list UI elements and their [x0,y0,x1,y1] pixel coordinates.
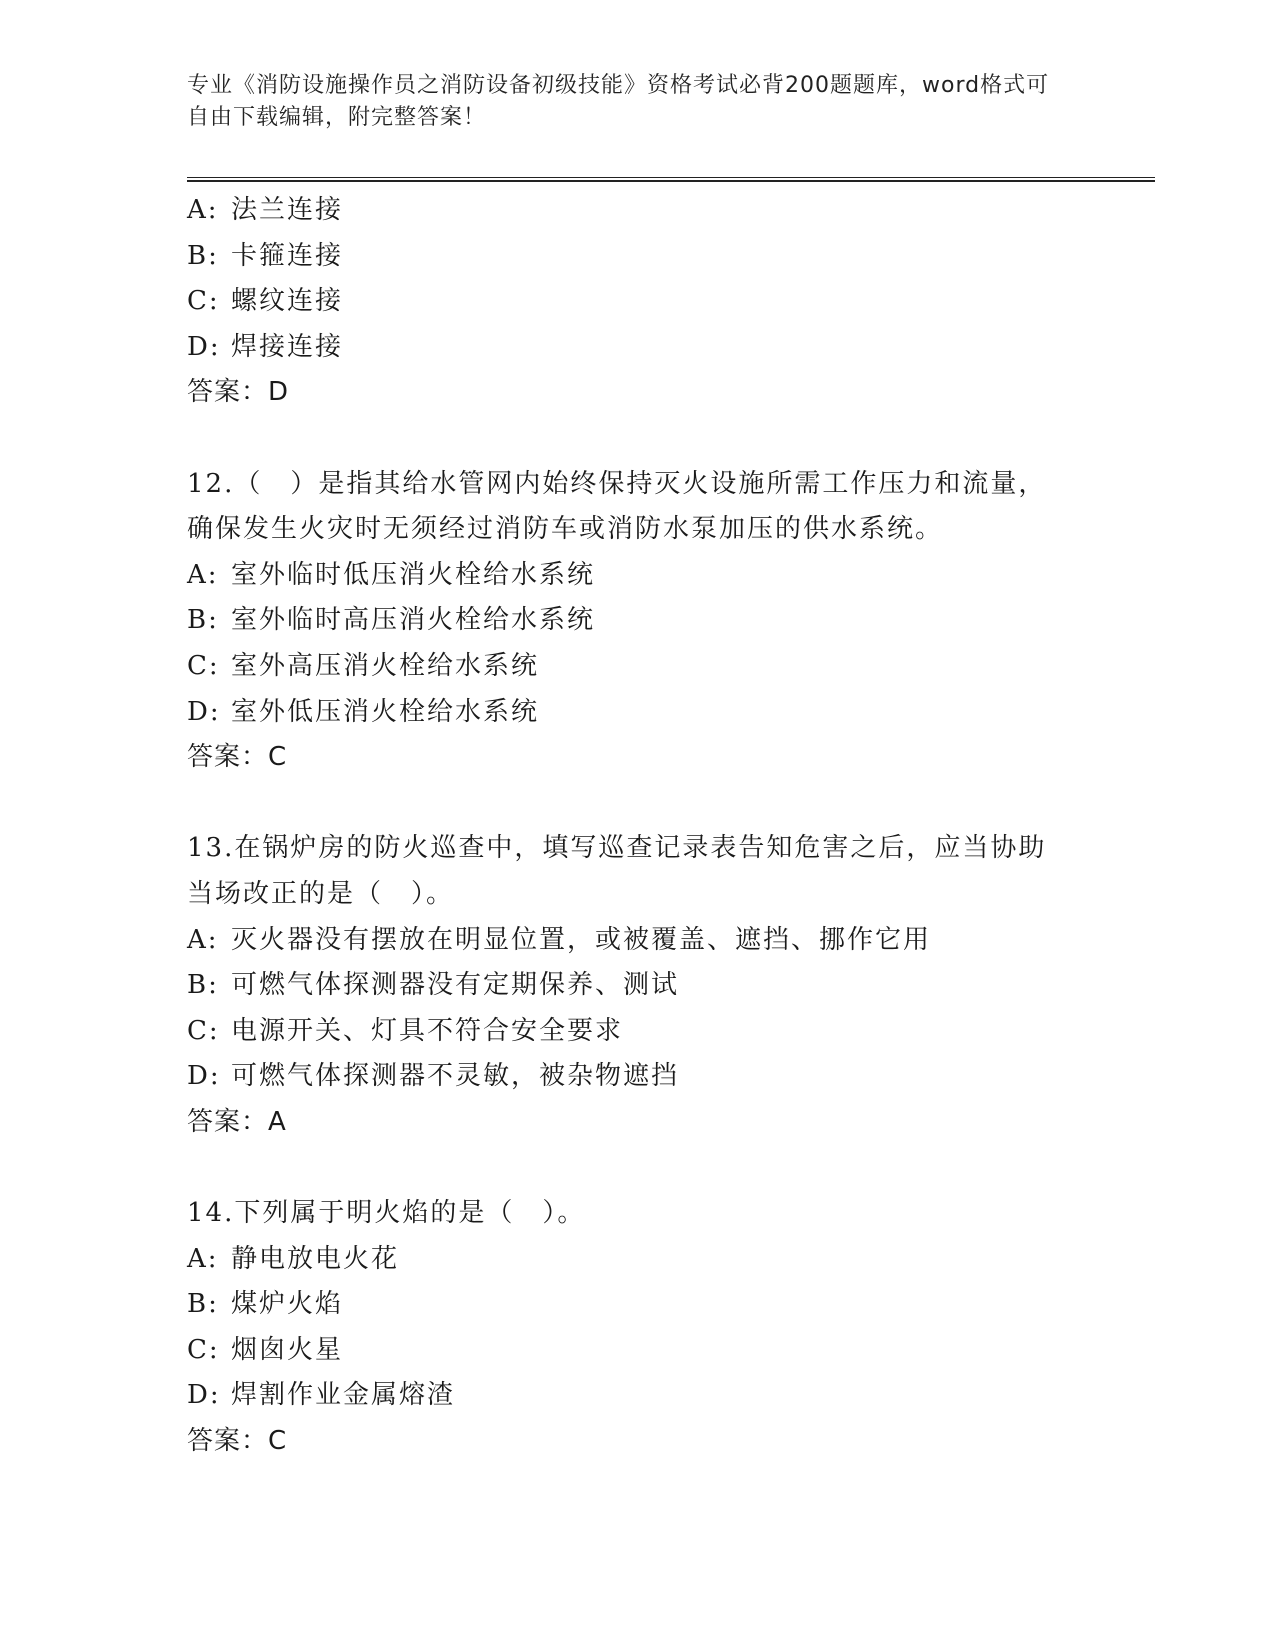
question-stem: 13.在锅炉房的防火巡查中，填写巡查记录表告知危害之后，应当协助 [187,833,1047,864]
option-a: A: 灭火器没有摆放在明显位置，或被覆盖、遮挡、挪作它用 [187,924,932,955]
document-header [187,70,1067,134]
question-12 [187,462,1087,781]
answer-line: 答案：C [187,1426,288,1457]
option-a: A: 室外临时低压消火栓给水系统 [187,559,596,590]
option-d: D: 室外低压消火栓给水系统 [187,696,540,727]
question-stem-continued: 当场改正的是（ ）。 [187,878,455,909]
question-stem: 14.下列属于明火焰的是（ ）。 [187,1198,586,1229]
option-a: A: 法兰连接 [187,195,344,225]
option-c: C: 室外高压消火栓给水系统 [187,650,540,681]
option-b: B: 可燃气体探测器没有定期保养、测试 [187,970,680,1001]
header-text: 专业《消防设施操作员之消防设备初级技能》资格考试必背200题题库，word格式可自由下载编辑，附完整答案！ [187,73,1050,130]
answer-line: 答案：C [187,742,288,773]
header-divider [187,177,1155,182]
option-c: C: 烟囱火星 [187,1334,344,1365]
option-b: B: 室外临时高压消火栓给水系统 [187,605,596,636]
question-list [187,188,1087,1465]
option-d: D: 焊接连接 [187,331,344,362]
question-14 [187,1191,1087,1465]
question-stem: 12.（ ）是指其给水管网内始终保持灭火设施所需工作压力和流量， [187,468,1047,499]
spacer [187,1145,1087,1191]
option-a: A: 静电放电火花 [187,1243,400,1274]
option-b: B: 卡箍连接 [187,240,344,271]
answer-line: 答案：A [187,1106,287,1137]
spacer [187,416,1087,462]
question-stem-continued: 确保发生火灾时无须经过消防车或消防水泵加压的供水系统。 [187,514,944,545]
option-b: B: 煤炉火焰 [187,1289,344,1320]
option-c: C: 螺纹连接 [187,286,344,317]
option-d: D: 可燃气体探测器不灵敏，被杂物遮挡 [187,1061,680,1092]
question-13 [187,826,1087,1145]
spacer [187,781,1087,827]
option-d: D: 焊割作业金属熔渣 [187,1380,456,1411]
question-11-continued [187,188,1087,416]
answer-line: 答案：D [187,377,290,408]
option-c: C: 电源开关、灯具不符合安全要求 [187,1015,624,1046]
